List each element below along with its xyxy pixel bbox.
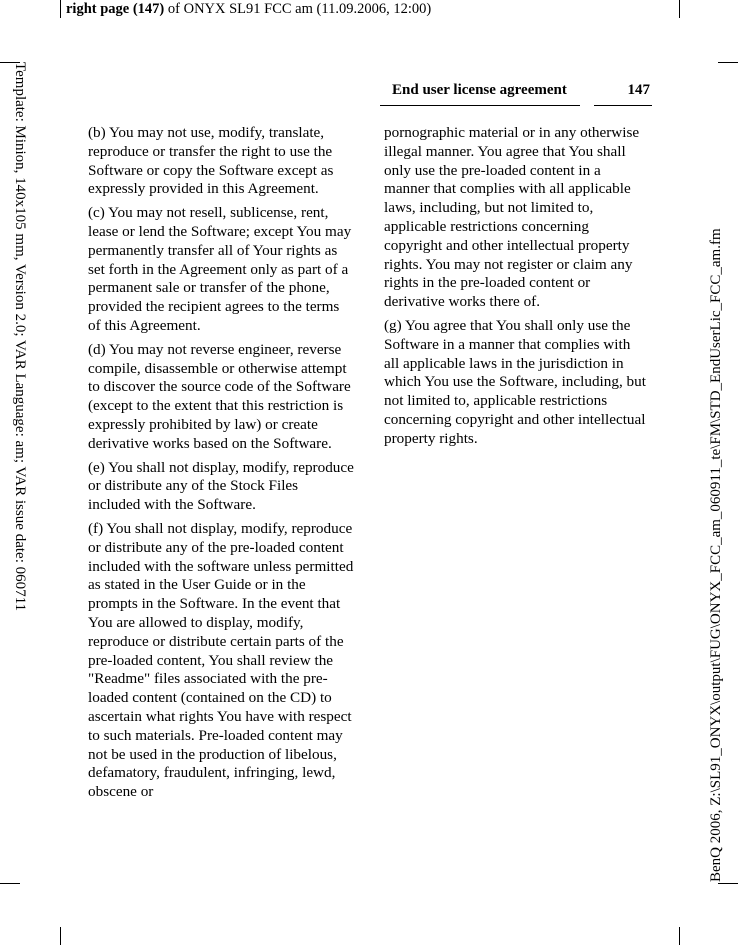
paragraph: (c) You may not resell, sublicense, rent, lease or lend the Software; except You may permanently transfer all of Your rights as set forth in the Agreement only as part of a permanent sale or transfer of the phone, provided the recipient agrees to the terms of this Agreement. <box>88 204 352 334</box>
crop-mark-bottom-right <box>679 927 680 945</box>
file-path-margin <box>708 180 726 882</box>
crop-mark-top-left <box>60 0 61 18</box>
template-info-text: Template: Minion, 140x105 mm, Version 2.0; VAR Language: am; VAR issue date: 060711 <box>12 62 28 612</box>
crop-mark-left-lower <box>0 883 20 884</box>
print-header-label: right page (147) <box>66 1 165 17</box>
left-column <box>88 124 354 807</box>
template-info-margin <box>12 62 30 646</box>
running-head <box>380 82 652 102</box>
crop-mark-bottom-left <box>60 927 61 945</box>
paragraph: (d) You may not reverse engineer, reverse compile, disassemble or otherwise attempt to discover the source code of the Software (except to the extent that this restriction is expressly prohibited by law) or create derivative works based on the Software. <box>88 340 351 452</box>
paragraph: (b) You may not use, modify, translate, reproduce or transfer the right to use the Software or copy the Software except as expressly provided in this Agreement. <box>88 124 334 198</box>
crop-mark-top-right <box>679 0 680 18</box>
section-title: End user license agreement <box>392 82 567 98</box>
header-rule <box>380 105 580 106</box>
header-rule-page <box>594 105 652 106</box>
page-number: 147 <box>627 82 650 98</box>
crop-mark-right-lower <box>718 883 738 884</box>
paragraph: (e) You shall not display, modify, reproduce or distribute any of the Stock Files included with the Software. <box>88 458 354 514</box>
paragraph: (f) You shall not display, modify, reproduce or distribute any of the pre-loaded content included with the software unless permitted as stated in the User Guide or in the prompts in the Software. In the event that You are allowed to display, modify, reproduce or distribute certain parts of the pre-loaded content, You shall review the "Readme" files associated with the pre-loaded content (contained on the CD) to ascertain what rights You have with respect to such materials. Pre-loaded content may not be used in the production of libelous, defamatory, fraudulent, infringing, lewd, obscene or <box>88 519 354 801</box>
crop-mark-right-upper <box>718 62 738 63</box>
paragraph: pornographic material or in any otherwise illegal manner. You agree that You shall only use the pre-loaded content in a manner that complies with all applicable laws, including, but not limited to, applicable restrictions concerning copyright and other intellectual property rights. You may not register or claim any rights in the pre-loaded content or derivative works there of. <box>384 124 640 311</box>
file-path-text: BenQ 2006, Z:\SL91_ONYX\output\FUG\ONYX_FCC_am_060911_te\FM\STD_EndUserLic_FCC_am.fm <box>708 228 724 882</box>
print-header-rest: of ONYX SL91 FCC am (11.09.2006, 12:00) <box>164 1 432 17</box>
print-header <box>66 0 431 18</box>
paragraph: (g) You agree that You shall only use the Software in a manner that complies with all applicable laws in the jurisdiction in which You use the Software, including, but not limited to, applicable restrictions concerning copyright and other intellectual property rights. <box>384 316 646 447</box>
right-column <box>384 124 648 454</box>
